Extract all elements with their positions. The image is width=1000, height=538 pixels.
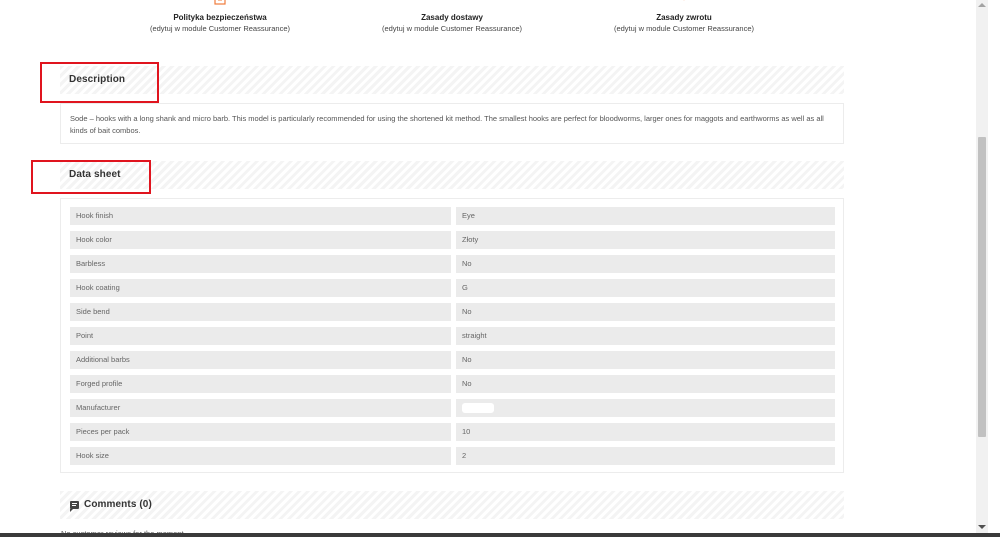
reassurance-subtitle: (edytuj w module Customer Reassurance) <box>149 24 291 33</box>
highlight-box-description <box>40 62 159 103</box>
description-text: Sode – hooks with a long shank and micro barb. This model is particularly recommended for using the shortened kit method. The smallest hooks are perfect for bloodworms, larger ones for maggots and earthworms as well as all kinds of bait combos. <box>70 114 824 135</box>
reassurance-title: Zasady zwrotu <box>656 13 712 22</box>
reassurance-subtitle: (edytuj w module Customer Reassurance) <box>613 24 755 33</box>
comments-heading-bar <box>60 491 844 519</box>
feature-value: straight <box>456 327 835 345</box>
scroll-down-arrow-icon[interactable] <box>978 525 986 529</box>
comment-icon <box>70 501 79 509</box>
customer-reassurance <box>60 0 844 40</box>
reassurance-title: Zasady dostawy <box>421 13 483 22</box>
description-heading-bar <box>60 66 844 94</box>
scroll-up-arrow-icon[interactable] <box>978 3 986 7</box>
data-sheet-heading-bar <box>60 161 844 189</box>
data-sheet-table <box>60 198 844 473</box>
feature-name: Additional barbs <box>70 351 451 369</box>
scrollbar-thumb[interactable] <box>978 137 986 437</box>
vertical-scrollbar[interactable] <box>976 0 988 533</box>
return-icon <box>676 0 692 6</box>
feature-value <box>456 399 835 417</box>
table-row <box>70 279 835 297</box>
feature-name: Manufacturer <box>70 399 451 417</box>
feature-value: No <box>456 351 835 369</box>
table-row <box>70 255 835 273</box>
feature-name: Hook size <box>70 447 451 465</box>
reassurance-subtitle: (edytuj w module Customer Reassurance) <box>381 24 523 33</box>
table-row <box>70 423 835 441</box>
table-row <box>70 303 835 321</box>
table-row <box>70 375 835 393</box>
feature-name: Point <box>70 327 451 345</box>
description-box <box>60 103 844 144</box>
feature-value: Złoty <box>456 231 835 249</box>
feature-name: Forged profile <box>70 375 451 393</box>
feature-name: Hook coating <box>70 279 451 297</box>
comments-heading: Comments (0) <box>84 499 152 510</box>
feature-value: G <box>456 279 835 297</box>
feature-value: No <box>456 255 835 273</box>
table-row <box>70 231 835 249</box>
table-row <box>70 447 835 465</box>
data-sheet-heading: Data sheet <box>69 169 121 180</box>
feature-value: 2 <box>456 447 835 465</box>
shield-icon <box>212 0 228 6</box>
feature-value: No <box>456 375 835 393</box>
feature-value: 10 <box>456 423 835 441</box>
feature-name: Hook finish <box>70 207 451 225</box>
table-row <box>70 351 835 369</box>
table-row <box>70 399 835 417</box>
feature-name: Barbless <box>70 255 451 273</box>
reassurance-title: Polityka bezpieczeństwa <box>173 13 267 22</box>
feature-value: No <box>456 303 835 321</box>
description-heading: Description <box>69 74 126 85</box>
table-row <box>70 207 835 225</box>
window-bottom-edge <box>0 533 1000 537</box>
feature-value: Eye <box>456 207 835 225</box>
feature-name: Hook color <box>70 231 451 249</box>
highlight-box-data-sheet <box>31 160 151 194</box>
table-row <box>70 327 835 345</box>
feature-name: Side bend <box>70 303 451 321</box>
feature-name: Pieces per pack <box>70 423 451 441</box>
redacted-value <box>462 403 494 413</box>
